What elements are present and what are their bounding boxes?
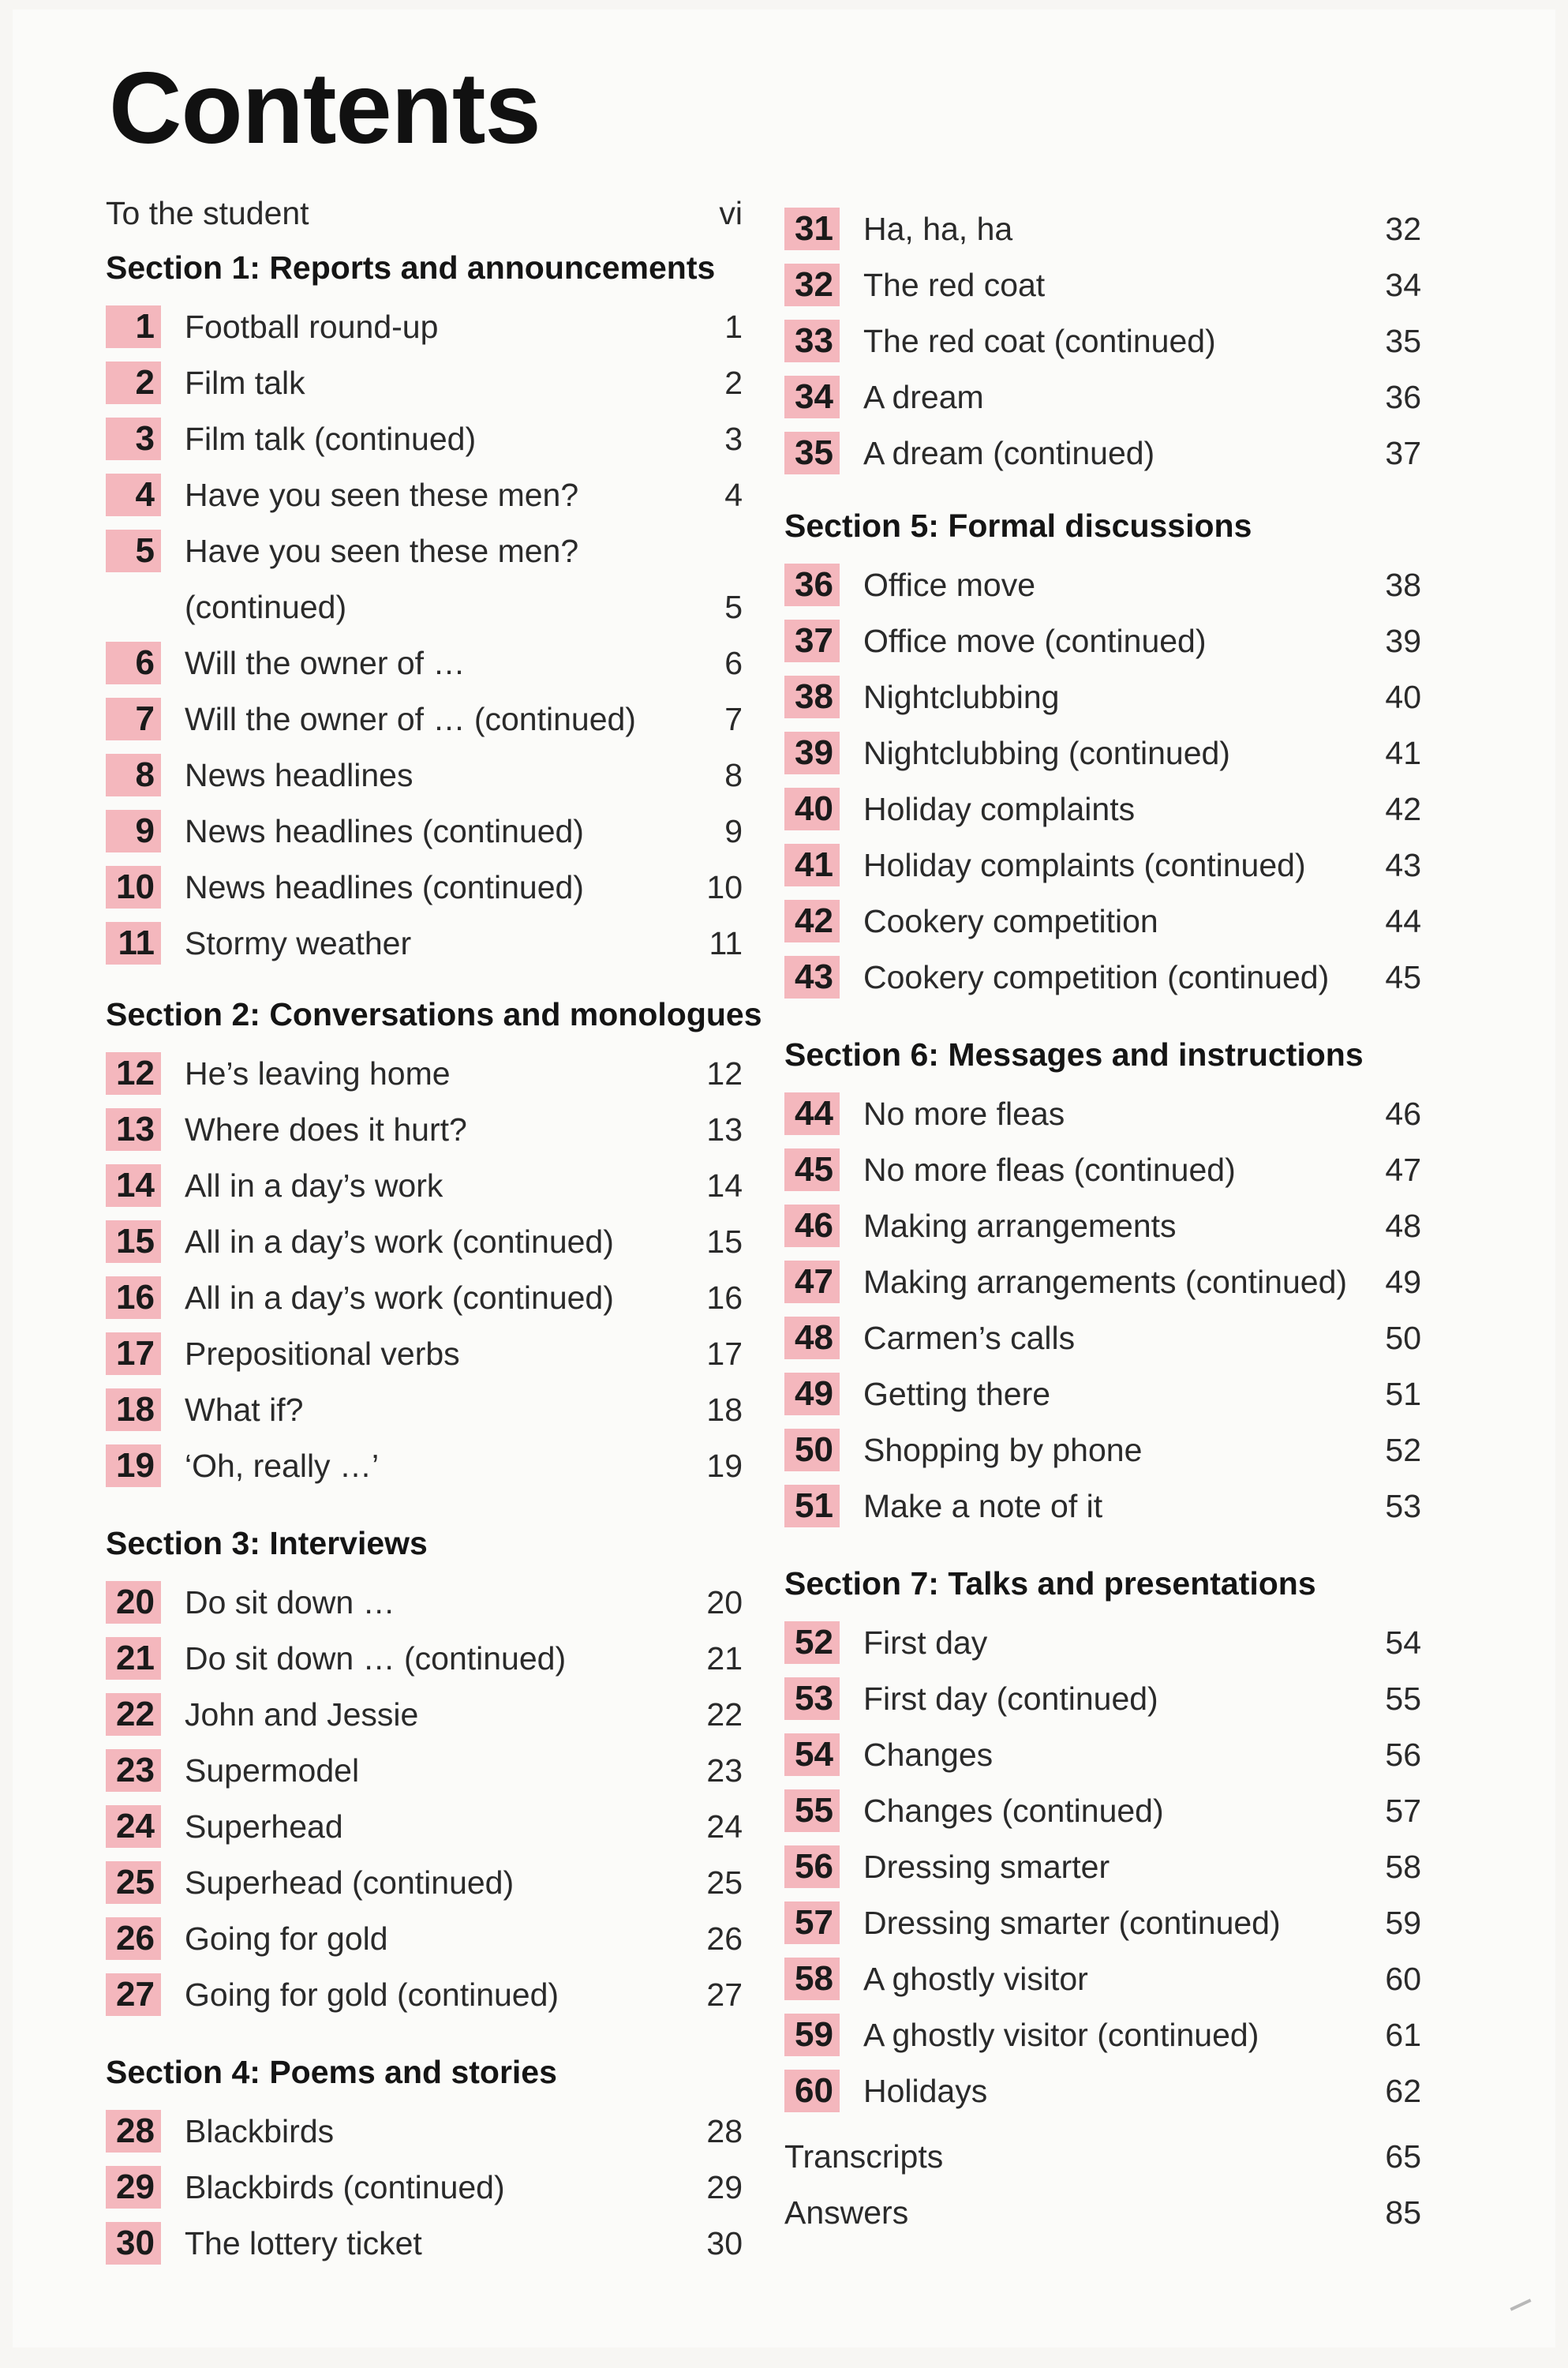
unit-number: 36 [784,564,840,606]
contents-entry [784,1202,1421,1250]
contents-entry [784,1619,1421,1666]
contents-entry-plain [784,2133,1421,2180]
unit-title: Superhead [185,1808,343,1845]
page-number: 59 [1385,1904,1421,1941]
contents-entry [106,1218,743,1265]
page-number: 7 [724,700,743,737]
unit-title: Changes (continued) [863,1792,1164,1829]
unit-number: 42 [784,900,840,942]
contents-entry [106,2220,743,2267]
unit-number: 2 [106,362,161,404]
unit-number: 23 [106,1749,161,1792]
contents-entry [106,527,743,575]
page-number: 17 [706,1335,743,1372]
unit-title: Film talk [185,364,305,401]
unit-title: All in a day’s work (continued) [185,1223,614,1260]
unit-number: 40 [784,788,840,830]
contents-entry [106,1803,743,1850]
unit-title: Have you seen these men? [185,476,579,513]
contents-entry [106,1579,743,1626]
page-number: 2 [724,364,743,401]
page-number: 20 [706,1583,743,1621]
unit-title: News headlines [185,756,414,793]
contents-entry [106,1971,743,2018]
page-number: 35 [1385,322,1421,359]
unit-title: Going for gold [185,1920,388,1957]
page-number: 43 [1385,846,1421,883]
page-number: 45 [1385,958,1421,995]
page-title: Contents [109,52,541,165]
unit-number: 44 [784,1092,840,1135]
contents-entry [106,2108,743,2155]
contents-entry [784,897,1421,945]
contents-entry [106,1691,743,1738]
unit-number: 19 [106,1444,161,1487]
scan-mark [1510,2299,1531,2310]
unit-number: 17 [106,1332,161,1375]
page-number: 62 [1385,2072,1421,2109]
unit-number: 14 [106,1164,161,1207]
contents-entry [784,841,1421,889]
unit-title: Football round-up [185,308,439,345]
unit-number: 58 [784,1958,840,2000]
unit-number: 27 [106,1973,161,2016]
unit-number: 20 [106,1581,161,1624]
contents-entry [106,1162,743,1209]
contents-entry [106,1747,743,1794]
unit-number: 39 [784,732,840,774]
unit-title: Nightclubbing (continued) [863,734,1230,771]
page-number: 56 [1385,1736,1421,1773]
unit-number: 43 [784,956,840,999]
entry-label: Answers [784,2194,909,2231]
contents-entry [784,617,1421,665]
contents-entry [784,1258,1421,1306]
page-number: 16 [706,1279,743,1316]
contents-entry [106,1330,743,1377]
entry-label: To the student [106,194,309,231]
page-number: 11 [709,924,743,961]
page-number: 55 [1385,1680,1421,1717]
unit-number: 57 [784,1902,840,1944]
page-number: 12 [706,1055,743,1092]
contents-page [13,9,1555,2347]
unit-title: News headlines (continued) [185,812,584,849]
page-number: 49 [1385,1263,1421,1300]
unit-number: 33 [784,320,840,362]
page-number: 5 [724,588,743,625]
page-number: 44 [1385,902,1421,939]
unit-title: Cookery competition (continued) [863,958,1330,995]
unit-number: 50 [784,1429,840,1471]
page-number: 1 [724,308,743,345]
page-number: 48 [1385,1207,1421,1244]
page-number: 18 [706,1391,743,1428]
page-number: 53 [1385,1487,1421,1524]
unit-number: 5 [106,530,161,572]
page-number: 60 [1385,1960,1421,1997]
unit-number: 4 [106,474,161,516]
contents-entry [784,1426,1421,1474]
unit-number: 31 [784,208,840,250]
unit-number: 59 [784,2014,840,2056]
contents-entry [106,1050,743,1097]
page-number: 26 [706,1920,743,1957]
unit-title: Office move (continued) [863,622,1207,659]
page-number: 8 [724,756,743,793]
contents-entry [784,673,1421,721]
section-heading: Section 2: Conversations and monologues [106,996,762,1032]
unit-number: 8 [106,754,161,796]
page-number: 46 [1385,1095,1421,1132]
unit-number: 9 [106,810,161,852]
unit-title: Carmen’s calls [863,1319,1076,1356]
contents-entry [106,695,743,743]
unit-number: 47 [784,1261,840,1303]
unit-title: Dressing smarter (continued) [863,1904,1281,1941]
unit-number: 21 [106,1637,161,1680]
page-number: 50 [1385,1319,1421,1356]
page-number: 6 [724,644,743,681]
contents-entry [784,1370,1421,1418]
unit-number: 56 [784,1845,840,1888]
unit-number: 46 [784,1205,840,1247]
page-number: 37 [1385,434,1421,471]
unit-title: Dressing smarter [863,1848,1110,1885]
unit-title: Prepositional verbs [185,1335,460,1372]
contents-entry [106,303,743,350]
page-number: 21 [706,1639,743,1677]
contents-entry [106,1442,743,1489]
unit-title: Making arrangements [863,1207,1177,1244]
unit-title: No more fleas [863,1095,1065,1132]
contents-entry [784,1090,1421,1137]
section-heading: Section 7: Talks and presentations [784,1565,1316,1602]
contents-entry [784,317,1421,365]
unit-title: Film talk (continued) [185,420,477,457]
contents-entry [106,2164,743,2211]
page-number: 51 [1385,1375,1421,1412]
unit-title: Will the owner of … (continued) [185,700,636,737]
unit-title: He’s leaving home [185,1055,451,1092]
unit-title: A dream [863,378,984,415]
unit-number: 29 [106,2166,161,2209]
unit-number: 38 [784,676,840,718]
unit-title: Getting there [863,1375,1051,1412]
unit-title: Office move [863,566,1035,603]
contents-entry [106,1274,743,1321]
page-number: 23 [706,1752,743,1789]
unit-number: 1 [106,305,161,348]
page-number: 15 [706,1223,743,1260]
unit-number: 52 [784,1621,840,1664]
contents-entry-plain [784,2189,1421,2236]
unit-title: Where does it hurt? [185,1111,467,1148]
page-number: 3 [724,420,743,457]
unit-title: Have you seen these men? [185,532,579,569]
contents-entry [784,2011,1421,2059]
contents-entry [784,1146,1421,1193]
unit-title: Stormy weather [185,924,412,961]
section-heading: Section 5: Formal discussions [784,508,1252,544]
unit-number: 55 [784,1789,840,1832]
page-number: 57 [1385,1792,1421,1829]
unit-title: Ha, ha, ha [863,210,1013,247]
unit-title: All in a day’s work (continued) [185,1279,614,1316]
page-number: 36 [1385,378,1421,415]
page-number: vi [719,194,743,231]
contents-entry [784,1787,1421,1834]
contents-entry [106,471,743,519]
contents-entry [784,1314,1421,1362]
unit-number: 34 [784,376,840,418]
unit-title-continued: (continued) [185,588,347,625]
page-number: 19 [706,1447,743,1484]
page-number: 52 [1385,1431,1421,1468]
page-number: 14 [706,1167,743,1204]
page-number: 22 [706,1695,743,1733]
unit-number: 28 [106,2110,161,2153]
page-number: 61 [1385,2016,1421,2053]
contents-entry [784,561,1421,609]
unit-number: 18 [106,1388,161,1431]
page-number: 25 [706,1864,743,1901]
unit-number: 3 [106,418,161,460]
unit-number: 60 [784,2070,840,2112]
contents-entry [106,359,743,407]
unit-number: 37 [784,620,840,662]
entry-label: Transcripts [784,2138,944,2175]
contents-entry [106,1915,743,1962]
unit-number: 6 [106,642,161,684]
unit-number: 16 [106,1276,161,1319]
unit-title: Nightclubbing [863,678,1060,715]
unit-number: 25 [106,1861,161,1904]
unit-number: 7 [106,698,161,740]
page-number: 28 [706,2112,743,2149]
unit-title: News headlines (continued) [185,868,584,905]
unit-number: 10 [106,866,161,909]
page-number: 32 [1385,210,1421,247]
unit-title: Shopping by phone [863,1431,1143,1468]
unit-title: Do sit down … (continued) [185,1639,567,1677]
contents-entry [784,261,1421,309]
unit-title: Blackbirds [185,2112,335,2149]
unit-title: A dream (continued) [863,434,1155,471]
page-number: 13 [706,1111,743,1148]
unit-title: Holiday complaints [863,790,1136,827]
unit-number: 35 [784,432,840,474]
unit-title: Will the owner of … [185,644,466,681]
page-number: 24 [706,1808,743,1845]
page-number: 34 [1385,266,1421,303]
contents-entry [784,1955,1421,2003]
unit-title: Supermodel [185,1752,360,1789]
unit-title: ‘Oh, really …’ [185,1447,380,1484]
page-number: 40 [1385,678,1421,715]
contents-entry [784,1899,1421,1946]
page-number: 10 [706,868,743,905]
unit-number: 15 [106,1220,161,1263]
contents-entry [106,415,743,463]
unit-number: 48 [784,1317,840,1359]
unit-title: Cookery competition [863,902,1158,939]
page-number: 47 [1385,1151,1421,1188]
section-heading: Section 1: Reports and announcements [106,249,716,286]
unit-title: Holiday complaints (continued) [863,846,1306,883]
page-number: 29 [706,2168,743,2205]
unit-title: John and Jessie [185,1695,419,1733]
unit-title: A ghostly visitor [863,1960,1088,1997]
unit-title: What if? [185,1391,304,1428]
contents-entry [784,954,1421,1001]
page-number: 27 [706,1976,743,2013]
unit-number: 53 [784,1677,840,1720]
page-number: 42 [1385,790,1421,827]
unit-title: First day (continued) [863,1680,1158,1717]
unit-title: No more fleas (continued) [863,1151,1236,1188]
page-number: 9 [724,812,743,849]
unit-number: 12 [106,1052,161,1095]
unit-number: 26 [106,1917,161,1960]
unit-number: 49 [784,1373,840,1415]
contents-entry [784,729,1421,777]
page-number: 41 [1385,734,1421,771]
contents-entry [106,1106,743,1153]
unit-number: 30 [106,2222,161,2265]
contents-entry [784,1482,1421,1530]
unit-title: Holidays [863,2072,988,2109]
page-number: 85 [1385,2194,1421,2231]
contents-entry [106,1859,743,1906]
contents-entry [784,1675,1421,1722]
unit-number: 45 [784,1148,840,1191]
page-number: 54 [1385,1624,1421,1661]
unit-title: The red coat (continued) [863,322,1216,359]
unit-number: 54 [784,1733,840,1776]
contents-entry [784,429,1421,477]
unit-title: Blackbirds (continued) [185,2168,505,2205]
unit-number: 51 [784,1485,840,1527]
unit-number: 13 [106,1108,161,1151]
unit-number: 32 [784,264,840,306]
unit-title: Make a note of it [863,1487,1103,1524]
page-number: 38 [1385,566,1421,603]
contents-entry [106,751,743,799]
unit-title: Do sit down … [185,1583,395,1621]
page-number: 39 [1385,622,1421,659]
contents-entry [106,920,743,967]
unit-title: The lottery ticket [185,2224,422,2261]
unit-title: All in a day’s work [185,1167,443,1204]
section-heading: Section 6: Messages and instructions [784,1036,1364,1073]
contents-entry [784,2067,1421,2115]
contents-entry [784,205,1421,253]
contents-entry [784,373,1421,421]
unit-title: First day [863,1624,988,1661]
unit-title: Making arrangements (continued) [863,1263,1348,1300]
contents-entry [106,1635,743,1682]
contents-entry-continued [106,583,743,631]
contents-entry [106,1386,743,1433]
contents-entry [784,785,1421,833]
unit-title: The red coat [863,266,1046,303]
contents-entry [106,864,743,911]
contents-entry [106,639,743,687]
unit-number: 24 [106,1805,161,1848]
contents-entry [784,1731,1421,1778]
contents-entry-plain [106,189,743,237]
section-heading: Section 4: Poems and stories [106,2054,557,2090]
unit-number: 41 [784,844,840,886]
page-number: 4 [724,476,743,513]
unit-number: 11 [106,922,161,965]
contents-entry [106,807,743,855]
section-heading: Section 3: Interviews [106,1525,428,1561]
unit-title: Going for gold (continued) [185,1976,559,2013]
unit-title: Changes [863,1736,994,1773]
unit-number: 22 [106,1693,161,1736]
page-number: 30 [706,2224,743,2261]
contents-entry [784,1843,1421,1890]
page-number: 58 [1385,1848,1421,1885]
unit-title: Superhead (continued) [185,1864,515,1901]
unit-title: A ghostly visitor (continued) [863,2016,1259,2053]
page-number: 65 [1385,2138,1421,2175]
